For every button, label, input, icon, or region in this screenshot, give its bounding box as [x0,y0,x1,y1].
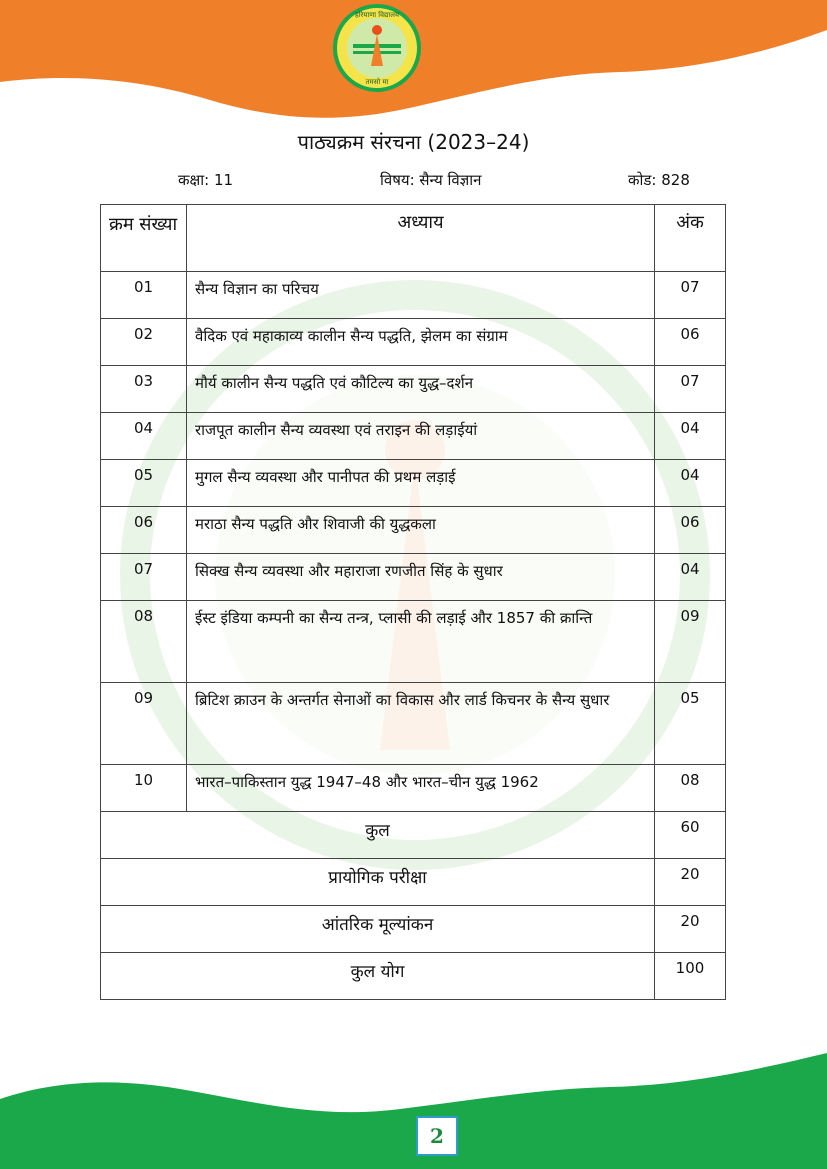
table-row [101,366,726,413]
row-chapter: मौर्य कालीन सैन्य पद्धति एवं कौटिल्य का युद्ध–दर्शन [187,366,655,413]
row-chapter: ईस्ट इंडिया कम्पनी का सैन्य तन्त्र, प्लासी की लड़ाई और 1857 की क्रान्ति [187,601,655,683]
row-marks: 07 [655,366,726,413]
row-marks: 09 [655,601,726,683]
row-marks: 04 [655,460,726,507]
row-number: 07 [101,554,187,601]
header-chapter: अध्याय [187,205,655,272]
row-marks: 06 [655,319,726,366]
row-chapter: मराठा सैन्य पद्धति और शिवाजी की युद्धकला [187,507,655,554]
svg-text:हरियाणा विद्यालय: हरियाणा विद्यालय [354,11,400,19]
row-marks: 07 [655,272,726,319]
table-row [101,460,726,507]
row-chapter: वैदिक एवं महाकाव्य कालीन सैन्य पद्धति, झेलम का संग्राम [187,319,655,366]
row-chapter: सिक्ख सैन्य व्यवस्था और महाराजा रणजीत सिंह के सुधार [187,554,655,601]
practical-marks: 20 [655,859,726,906]
row-marks: 06 [655,507,726,554]
header-serial: क्रम संख्या [101,205,187,272]
table-row [101,507,726,554]
row-number: 09 [101,683,187,765]
row-number: 10 [101,765,187,812]
syllabus-table [100,204,726,1000]
total-row [101,953,726,1000]
bottom-green-wave [0,1039,827,1169]
internal-label: आंतरिक मूल्यांकन [101,906,655,953]
table-row [101,413,726,460]
total-row [101,812,726,859]
table-row [101,765,726,812]
page-title: पाठ्यक्रम संरचना (2023–24) [297,130,530,154]
row-number: 06 [101,507,187,554]
table-row [101,319,726,366]
table-row [101,601,726,683]
row-marks: 08 [655,765,726,812]
table-header-row [101,205,726,272]
table-row [101,272,726,319]
board-logo [333,4,421,92]
grand-total-marks: 100 [655,953,726,1000]
header-marks: अंक [655,205,726,272]
row-chapter: ब्रिटिश क्राउन के अन्तर्गत सेनाओं का विकास और लार्ड किचनर के सैन्य सुधार [187,683,655,765]
row-marks: 04 [655,413,726,460]
internal-marks: 20 [655,906,726,953]
grand-total-label: कुल योग [101,953,655,1000]
table-row [101,683,726,765]
row-number: 05 [101,460,187,507]
row-number: 03 [101,366,187,413]
class-label: कक्षा: 11 [178,171,234,189]
svg-text:तमसो मा: तमसो मा [365,78,389,86]
row-chapter: मुगल सैन्य व्यवस्था और पानीपत की प्रथम लड़ाई [187,460,655,507]
code-label: कोड: 828 [628,171,690,189]
row-chapter: भारत–पाकिस्तान युद्ध 1947–48 और भारत–चीन युद्ध 1962 [187,765,655,812]
total-row [101,859,726,906]
total-row [101,906,726,953]
total-marks: 60 [655,812,726,859]
row-marks: 05 [655,683,726,765]
row-number: 01 [101,272,187,319]
row-number: 04 [101,413,187,460]
row-number: 02 [101,319,187,366]
total-label: कुल [101,812,655,859]
row-marks: 04 [655,554,726,601]
page-number: 2 [416,1116,458,1156]
practical-label: प्रायोगिक परीक्षा [101,859,655,906]
row-number: 08 [101,601,187,683]
row-chapter: राजपूत कालीन सैन्य व्यवस्था एवं तराइन की लड़ाईयां [187,413,655,460]
subject-label: विषय: सैन्य विज्ञान [380,171,482,189]
table-row [101,554,726,601]
row-chapter: सैन्य विज्ञान का परिचय [187,272,655,319]
